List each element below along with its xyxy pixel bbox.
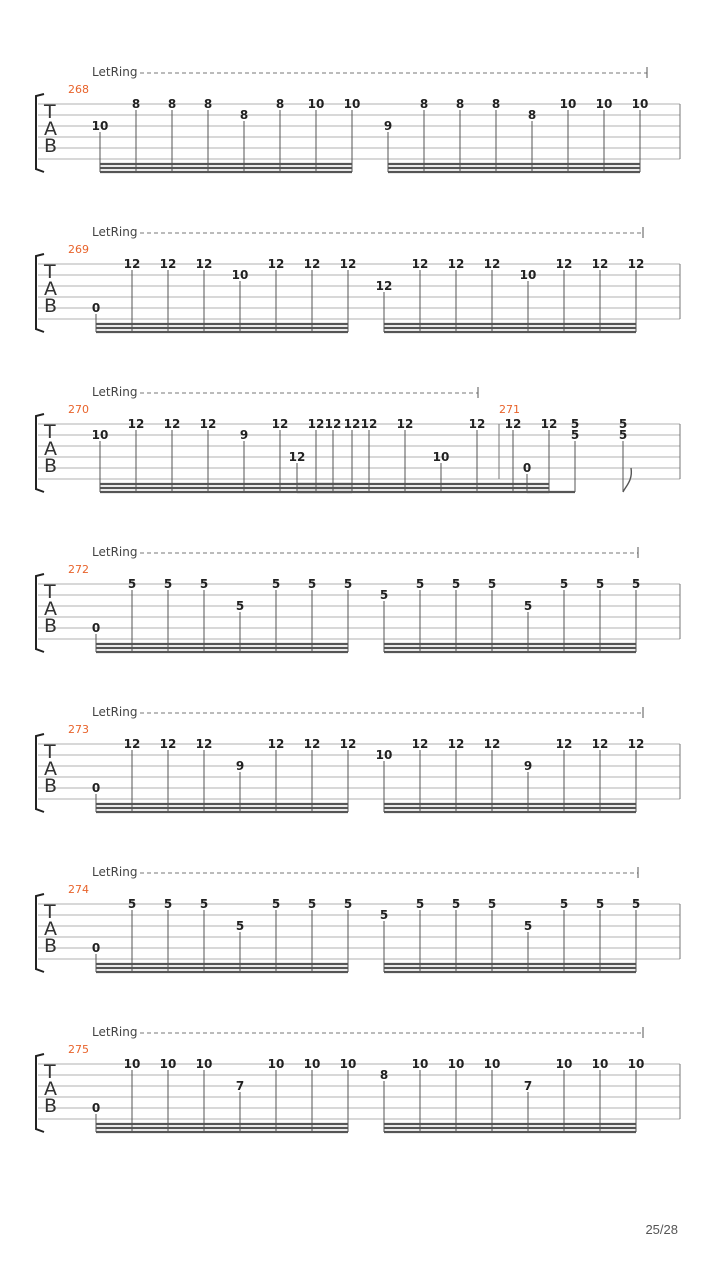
fret-number: 12 bbox=[468, 417, 486, 431]
tab-clef-letter-t: T bbox=[44, 421, 56, 443]
fret-number: 9 bbox=[383, 119, 393, 133]
letring-label: LetRing bbox=[92, 385, 138, 399]
tab-clef-letter-a: A bbox=[44, 118, 57, 140]
fret-number: 5 bbox=[235, 599, 245, 613]
fret-number: 8 bbox=[527, 108, 537, 122]
fret-number: 10 bbox=[159, 1057, 177, 1071]
fret-number: 12 bbox=[627, 737, 645, 751]
fret-number: 10 bbox=[411, 1057, 429, 1071]
system-bracket bbox=[36, 574, 44, 652]
fret-number: 8 bbox=[419, 97, 429, 111]
fret-number: 5 bbox=[618, 428, 628, 442]
fret-number: 5 bbox=[199, 897, 209, 911]
fret-number: 10 bbox=[591, 1057, 609, 1071]
fret-number: 10 bbox=[595, 97, 613, 111]
fret-number: 12 bbox=[267, 257, 285, 271]
fret-number: 12 bbox=[483, 737, 501, 751]
fret-number: 12 bbox=[271, 417, 289, 431]
measure-number: 271 bbox=[499, 403, 520, 416]
tab-system bbox=[36, 65, 680, 172]
fret-number: 8 bbox=[239, 108, 249, 122]
fret-number: 5 bbox=[271, 897, 281, 911]
measure-number: 268 bbox=[68, 83, 89, 96]
tab-clef-letter-b: B bbox=[44, 775, 58, 797]
fret-number: 8 bbox=[455, 97, 465, 111]
tab-clef-letter-b: B bbox=[44, 135, 58, 157]
fret-number: 12 bbox=[540, 417, 558, 431]
fret-number: 0 bbox=[91, 301, 101, 315]
fret-number: 12 bbox=[504, 417, 522, 431]
fret-number: 8 bbox=[379, 1068, 389, 1082]
measure-number: 275 bbox=[68, 1043, 89, 1056]
tab-system bbox=[36, 705, 680, 812]
fret-number: 7 bbox=[235, 1079, 245, 1093]
measure-number: 272 bbox=[68, 563, 89, 576]
fret-number: 5 bbox=[451, 577, 461, 591]
fret-number: 12 bbox=[163, 417, 181, 431]
fret-number: 0 bbox=[91, 941, 101, 955]
fret-number: 5 bbox=[163, 897, 173, 911]
fret-number: 10 bbox=[307, 97, 325, 111]
system-bracket bbox=[36, 894, 44, 972]
fret-number: 5 bbox=[451, 897, 461, 911]
fret-number: 12 bbox=[307, 417, 325, 431]
fret-number: 10 bbox=[267, 1057, 285, 1071]
fret-number: 12 bbox=[159, 257, 177, 271]
fret-number: 12 bbox=[159, 737, 177, 751]
fret-number: 12 bbox=[195, 737, 213, 751]
fret-number: 10 bbox=[375, 748, 393, 762]
measure-number: 273 bbox=[68, 723, 89, 736]
fret-number: 5 bbox=[163, 577, 173, 591]
fret-number: 5 bbox=[271, 577, 281, 591]
fret-number: 12 bbox=[555, 257, 573, 271]
fret-number: 12 bbox=[343, 417, 361, 431]
tab-clef-letter-b: B bbox=[44, 295, 58, 317]
fret-number: 5 bbox=[343, 897, 353, 911]
fret-number: 0 bbox=[91, 621, 101, 635]
fret-number: 10 bbox=[559, 97, 577, 111]
fret-number: 5 bbox=[595, 577, 605, 591]
tab-clef-letter-a: A bbox=[44, 278, 57, 300]
fret-number: 5 bbox=[235, 919, 245, 933]
tab-clef-letter-t: T bbox=[44, 261, 56, 283]
letring-label: LetRing bbox=[92, 225, 138, 239]
measure-number: 269 bbox=[68, 243, 89, 256]
letring-label: LetRing bbox=[92, 1025, 138, 1039]
fret-number: 12 bbox=[339, 257, 357, 271]
fret-number: 12 bbox=[396, 417, 414, 431]
fret-number: 12 bbox=[123, 737, 141, 751]
tab-clef-letter-t: T bbox=[44, 581, 56, 603]
letring-label: LetRing bbox=[92, 65, 138, 79]
fret-number: 10 bbox=[339, 1057, 357, 1071]
fret-number: 0 bbox=[91, 1101, 101, 1115]
fret-number: 10 bbox=[195, 1057, 213, 1071]
measure-number: 270 bbox=[68, 403, 89, 416]
tab-clef-letter-a: A bbox=[44, 758, 57, 780]
tab-clef-letter-b: B bbox=[44, 455, 58, 477]
fret-number: 7 bbox=[523, 1079, 533, 1093]
tab-system bbox=[36, 385, 680, 492]
fret-number: 0 bbox=[522, 461, 532, 475]
fret-number: 12 bbox=[303, 257, 321, 271]
fret-number: 5 bbox=[570, 417, 580, 431]
fret-number: 12 bbox=[555, 737, 573, 751]
fret-number: 5 bbox=[631, 897, 641, 911]
fret-number: 12 bbox=[447, 737, 465, 751]
fret-number: 5 bbox=[415, 577, 425, 591]
system-bracket bbox=[36, 254, 44, 332]
fret-number: 8 bbox=[491, 97, 501, 111]
fret-number: 5 bbox=[379, 588, 389, 602]
fret-number: 5 bbox=[127, 897, 137, 911]
fret-number: 10 bbox=[631, 97, 649, 111]
fret-number: 12 bbox=[303, 737, 321, 751]
fret-number: 5 bbox=[523, 919, 533, 933]
fret-number: 5 bbox=[523, 599, 533, 613]
fret-number: 10 bbox=[447, 1057, 465, 1071]
tab-clef-letter-a: A bbox=[44, 598, 57, 620]
fret-number: 10 bbox=[343, 97, 361, 111]
fret-number: 10 bbox=[123, 1057, 141, 1071]
fret-number: 12 bbox=[360, 417, 378, 431]
tab-clef-letter-a: A bbox=[44, 438, 57, 460]
fret-number: 10 bbox=[303, 1057, 321, 1071]
letring-label: LetRing bbox=[92, 865, 138, 879]
page-number: 25/28 bbox=[645, 1222, 678, 1237]
fret-number: 9 bbox=[239, 428, 249, 442]
fret-number: 12 bbox=[375, 279, 393, 293]
fret-number: 5 bbox=[487, 897, 497, 911]
fret-number: 9 bbox=[523, 759, 533, 773]
fret-number: 5 bbox=[415, 897, 425, 911]
fret-number: 10 bbox=[432, 450, 450, 464]
fret-number: 10 bbox=[91, 119, 109, 133]
fret-number: 12 bbox=[199, 417, 217, 431]
fret-number: 5 bbox=[307, 577, 317, 591]
fret-number: 5 bbox=[199, 577, 209, 591]
fret-number: 5 bbox=[343, 577, 353, 591]
letring-label: LetRing bbox=[92, 545, 138, 559]
fret-number: 8 bbox=[275, 97, 285, 111]
system-bracket bbox=[36, 94, 44, 172]
tab-clef-letter-t: T bbox=[44, 1061, 56, 1083]
fret-number: 5 bbox=[307, 897, 317, 911]
system-bracket bbox=[36, 1054, 44, 1132]
fret-number: 12 bbox=[411, 257, 429, 271]
fret-number: 8 bbox=[167, 97, 177, 111]
fret-number: 12 bbox=[591, 257, 609, 271]
system-bracket bbox=[36, 414, 44, 492]
tab-clef-letter-a: A bbox=[44, 918, 57, 940]
fret-number: 12 bbox=[591, 737, 609, 751]
tab-clef-letter-t: T bbox=[44, 741, 56, 763]
fret-number: 12 bbox=[339, 737, 357, 751]
fret-number: 12 bbox=[324, 417, 342, 431]
fret-number: 5 bbox=[570, 428, 580, 442]
fret-number: 5 bbox=[127, 577, 137, 591]
fret-number: 10 bbox=[91, 428, 109, 442]
fret-number: 12 bbox=[483, 257, 501, 271]
fret-number: 12 bbox=[123, 257, 141, 271]
fret-number: 5 bbox=[618, 417, 628, 431]
tab-system bbox=[36, 545, 680, 652]
fret-number: 5 bbox=[487, 577, 497, 591]
fret-number: 9 bbox=[235, 759, 245, 773]
measure-number: 274 bbox=[68, 883, 89, 896]
fret-number: 8 bbox=[203, 97, 213, 111]
tab-system bbox=[36, 865, 680, 972]
note-flag bbox=[623, 468, 631, 492]
fret-number: 10 bbox=[627, 1057, 645, 1071]
tab-system bbox=[36, 225, 680, 332]
tab-clef-letter-b: B bbox=[44, 615, 58, 637]
fret-number: 5 bbox=[559, 897, 569, 911]
fret-number: 5 bbox=[379, 908, 389, 922]
tab-clef-letter-a: A bbox=[44, 1078, 57, 1100]
tab-system bbox=[36, 1025, 680, 1132]
fret-number: 12 bbox=[447, 257, 465, 271]
fret-number: 10 bbox=[483, 1057, 501, 1071]
fret-number: 8 bbox=[131, 97, 141, 111]
fret-number: 12 bbox=[127, 417, 145, 431]
fret-number: 12 bbox=[627, 257, 645, 271]
fret-number: 10 bbox=[231, 268, 249, 282]
system-bracket bbox=[36, 734, 44, 812]
fret-number: 12 bbox=[195, 257, 213, 271]
letring-label: LetRing bbox=[92, 705, 138, 719]
fret-number: 0 bbox=[91, 781, 101, 795]
fret-number: 10 bbox=[555, 1057, 573, 1071]
tab-clef-letter-t: T bbox=[44, 101, 56, 123]
tab-clef-letter-t: T bbox=[44, 901, 56, 923]
fret-number: 5 bbox=[559, 577, 569, 591]
tab-clef-letter-b: B bbox=[44, 1095, 58, 1117]
fret-number: 5 bbox=[595, 897, 605, 911]
fret-number: 12 bbox=[411, 737, 429, 751]
tab-clef-letter-b: B bbox=[44, 935, 58, 957]
fret-number: 5 bbox=[631, 577, 641, 591]
fret-number: 12 bbox=[288, 450, 306, 464]
fret-number: 10 bbox=[519, 268, 537, 282]
fret-number: 12 bbox=[267, 737, 285, 751]
